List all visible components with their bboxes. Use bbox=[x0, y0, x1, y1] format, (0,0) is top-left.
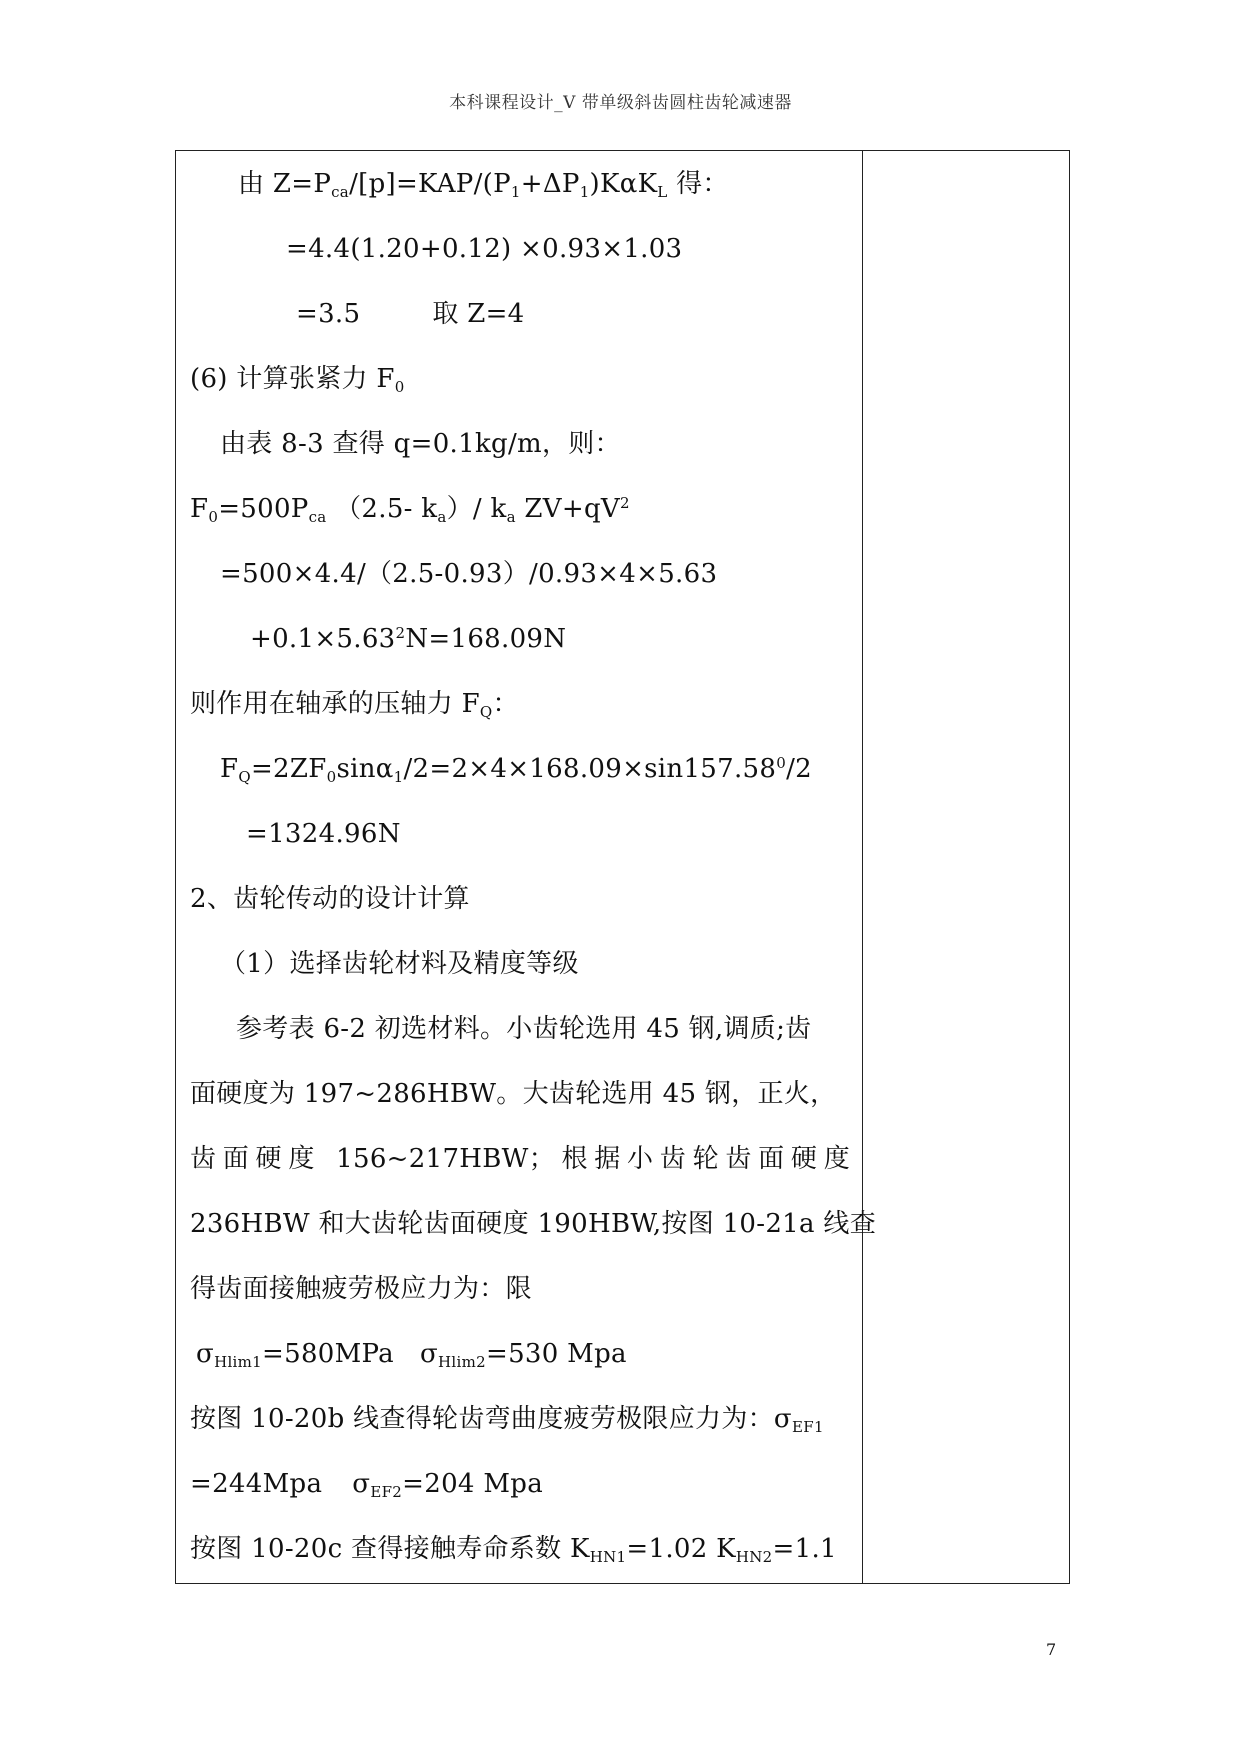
formula-f0: $F_0=500P_{ca}$ （2.5- $k_a)/$ $k_a$ $ZV+qV^2$ bbox=[190, 494, 630, 526]
text-line: 则作用在轴承的压轴力 $F_Q$： bbox=[190, 689, 519, 721]
content-table bbox=[175, 150, 1070, 1584]
formula-f0-calc: =500×4.4/（2.5-0.93）/0.93×4×5.63 bbox=[220, 559, 718, 589]
column-divider bbox=[862, 151, 863, 1583]
formula-z-calc: =4.4(1.20+0.12) ×0.93×1.03 bbox=[286, 234, 683, 264]
section-heading-tension: (6) 计算张紧力 $F_0$ bbox=[190, 364, 405, 396]
page-header: 本科课程设计_V 带单级斜齿圆柱齿轮减速器 bbox=[449, 93, 792, 113]
section-heading-gear: 2、齿轮传动的设计计算 bbox=[190, 884, 470, 914]
formula-sigma-ef: =244Mpa $\sigma_{EF2}=204$ Mpa bbox=[190, 1469, 543, 1501]
subsection-heading: （1）选择齿轮材料及精度等级 bbox=[220, 949, 579, 979]
formula-fq-result: =1324.96N bbox=[246, 819, 401, 849]
text-line: 由表 8-3 查得 q=0.1kg/m，则： bbox=[220, 429, 621, 459]
formula-f0-result: $+0.1\times 5.63^2N=168.09N$ bbox=[250, 624, 567, 654]
formula-sigma-hlim: $\sigma_{Hlim1}=580MPa$ $\sigma_{Hlim2}=530$ Mpa bbox=[196, 1339, 627, 1371]
paragraph-line: 齿面硬度 156~217HBW；根据小齿轮齿面硬度 bbox=[190, 1144, 850, 1174]
formula-z-line: 由 $Z=P_{ca}/[p]=KAP/(P_1+\Delta P_1)K\alpha K_L$ 得： bbox=[238, 169, 729, 201]
page-number: 7 bbox=[1046, 1640, 1057, 1659]
paragraph-line: 面硬度为 197~286HBW。大齿轮选用 45 钢，正火， bbox=[190, 1079, 837, 1109]
formula-fq: $F_Q=2ZF_0\sin\alpha_1/2=2\times 4\times 168.09\times\sin 157.58^0/2$ bbox=[220, 754, 812, 786]
formula-z-result: =3.5 取 Z=4 bbox=[296, 299, 525, 329]
paragraph-line: 得齿面接触疲劳极应力为：限 bbox=[190, 1274, 532, 1304]
paragraph-line: 参考表 6-2 初选材料。小齿轮选用 45 钢,调质;齿 bbox=[236, 1014, 812, 1044]
paragraph-line: 236HBW 和大齿轮齿面硬度 190HBW,按图 10-21a 线查 bbox=[190, 1209, 876, 1239]
formula-khn: 按图 10-20c 查得接触寿命系数 $K_{HN1}=1.02$ $K_{HN2}=1.1$ bbox=[190, 1534, 837, 1566]
paragraph-line: 按图 10-20b 线查得轮齿弯曲度疲劳极限应力为：$\sigma_{EF1}$ bbox=[190, 1404, 824, 1436]
